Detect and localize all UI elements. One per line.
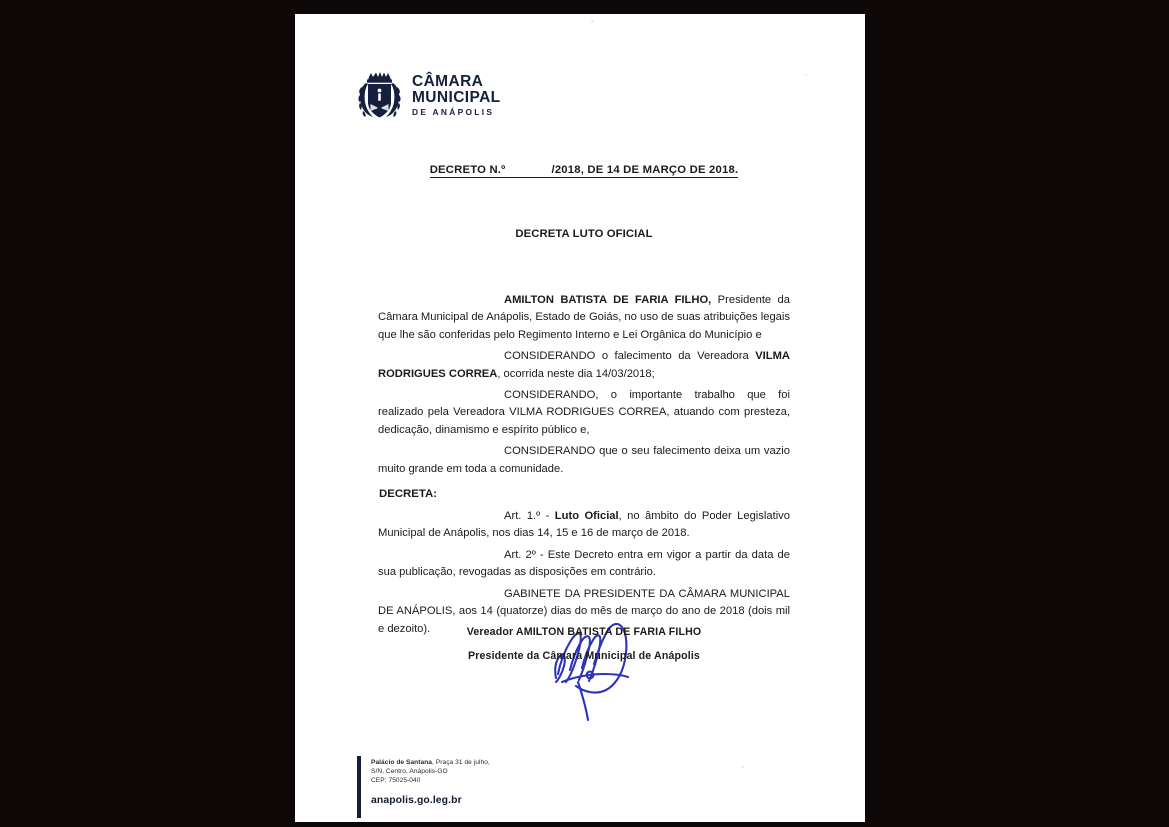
signer-role-line: Presidente da Câmara Municipal de Anápolis [468, 650, 700, 662]
considerando-1-text-before: o falecimento da Vereadora [595, 350, 756, 363]
scan-speckle [805, 74, 807, 76]
article-2-text: Este Decreto entra em vigor a partir da data de sua publicação, revogadas as disposições em contrário. [378, 548, 790, 579]
footer-address-line-3: CEP: 75025-040 [371, 777, 421, 785]
footer-website[interactable]: anapolis.go.leg.br [371, 794, 462, 806]
decree-heading-suffix: /2018, DE 14 DE MARÇO DE 2018. [551, 164, 739, 176]
page-footer [357, 756, 837, 818]
wordmark-line-camara: CÂMARA [412, 72, 484, 90]
considerando-2-keyword: CONSIDERANDO [504, 389, 596, 402]
article-1 [378, 508, 790, 543]
paragraph-considerando-1 [378, 348, 790, 383]
article-1-subject: Luto Oficial [554, 510, 619, 523]
considerando-3-text: que o seu falecimento deixa um vazio muito grande em toda a comunidade. [378, 445, 790, 475]
considerando-3-keyword: CONSIDERANDO [504, 445, 596, 458]
article-2-prefix: Art. 2º - [504, 548, 548, 561]
signature-block [378, 626, 790, 662]
considerando-1-vereadora-name: VILMA RODRIGUES CORREA [378, 350, 790, 380]
preamble-text: Presidente da Câmara Municipal de Anápolis, Estado de Goiás, no uso de suas atribuições legais que lhe são conferidas pelo Regimento Interno e Lei Orgânica do Município e [378, 294, 790, 341]
article-2 [378, 547, 790, 582]
decree-heading-prefix: DECRETO N.º [429, 164, 506, 176]
paragraph-stack [378, 292, 790, 638]
paragraph-considerando-2 [378, 387, 790, 439]
decree-subtitle: DECRETA LUTO OFICIAL [515, 228, 653, 240]
document-body [378, 164, 790, 642]
considerando-1-text-after: , ocorrida neste dia 14/03/2018; [497, 367, 655, 380]
closing-caps: GABINETE DA PRESIDENTE DA CÂMARA MUNICIPAL DE ANÁPOLIS [378, 587, 790, 618]
decreta-label: DECRETA: [379, 488, 438, 501]
considerando-2-text: , o importante trabalho que foi realizado pela Vereadora VILMA RODRIGUES CORREA, atuando com presteza, dedicação, dinamismo e espírito público e, [378, 389, 790, 436]
wordmark-line-de-anapolis: DE ANÁPOLIS [412, 106, 495, 117]
article-1-prefix: Art. 1.º - [504, 510, 555, 523]
paragraph-considerando-3 [378, 443, 790, 478]
document-page [295, 14, 865, 822]
article-1-text: , no âmbito do Poder Legislativo Municipal de Anápolis, nos dias 14, 15 e 16 de março de 2018. [378, 510, 791, 540]
wordmark-line-municipal: MUNICIPAL [412, 89, 501, 107]
letterhead-wordmark [412, 74, 501, 116]
scan-speckle [591, 20, 594, 23]
footer-accent-bar [357, 756, 361, 818]
closing-rest: , aos 14 (quatorze) dias do mês de março do ano de 2018 (dois mil e dezoito). [378, 605, 791, 635]
decree-heading [378, 164, 790, 176]
considerando-1-keyword: CONSIDERANDO [504, 350, 596, 363]
letterhead [357, 70, 501, 120]
footer-address-line-1 [371, 758, 490, 767]
signer-name-line: Vereador AMILTON BATISTA DE FARIA FILHO [466, 626, 702, 638]
anapolis-coat-of-arms-icon [357, 70, 403, 120]
footer-building-name: Palácio de Santana [371, 759, 433, 766]
footer-text [371, 756, 490, 818]
paragraph-preamble [378, 292, 790, 344]
footer-street: , Praça 31 de julho, [432, 759, 490, 766]
preamble-signer-name: AMILTON BATISTA DE FARIA FILHO, [504, 294, 712, 306]
footer-address-line-2: S/N, Centro, Anápolis-GO [371, 768, 448, 776]
